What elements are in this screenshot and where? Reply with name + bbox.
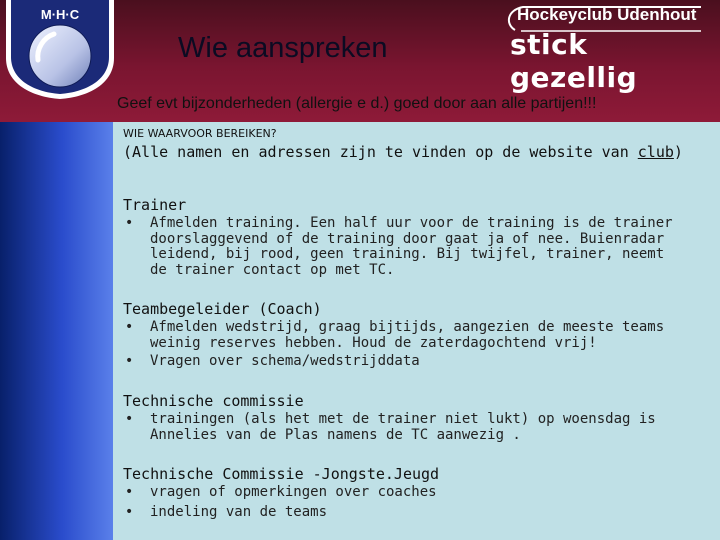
list-item-text: vragen of opmerkingen over coaches	[150, 484, 437, 500]
page-title: Wie aanspreken	[178, 32, 388, 64]
section-title-trainer: Trainer	[123, 196, 187, 214]
jongste-jeugd-list	[123, 485, 683, 520]
bullet-icon: •	[125, 484, 134, 500]
section-label: WIE WAARVOOR BEREIKEN?	[123, 127, 277, 140]
trainer-list	[123, 216, 683, 278]
club-name: Hockeyclub Udenhout	[517, 5, 697, 24]
intro-text	[123, 145, 683, 160]
teambegeleider-list	[123, 320, 683, 370]
intro-club-link[interactable]: club	[637, 143, 674, 161]
list-item-text: Afmelden training. Een half uur voor de training is de trainer doorslaggevend of de training door gaat ja of nee. Buienradar leidend, bij rood, geen training. Bij twijfel, trainer, neemt de trainer contact op met TC.	[150, 215, 673, 278]
left-blue-band	[0, 122, 113, 540]
list-item-text: indeling van de teams	[150, 503, 328, 520]
logo-text: M·H·C	[40, 7, 80, 22]
club-tagline: stick gezellig	[510, 28, 638, 94]
notice-text: Geef evt bijzonderheden (allergie e d.) goed door aan alle partijen!!!	[117, 95, 597, 112]
bullet-icon: •	[125, 411, 134, 427]
list-item	[123, 216, 683, 278]
list-item	[123, 485, 683, 501]
mhc-logo-icon	[2, 0, 118, 100]
list-item	[123, 412, 683, 443]
section-title-teambegeleider: Teambegeleider (Coach)	[123, 300, 322, 318]
technische-commissie-list	[123, 412, 683, 443]
intro-suffix: )	[673, 143, 683, 161]
bullet-icon: •	[125, 215, 134, 231]
bullet-icon: •	[125, 319, 134, 335]
intro-prefix: (Alle namen en adressen zijn te vinden op de website van	[123, 143, 638, 161]
section-title-technische-commissie: Technische commissie	[123, 392, 304, 410]
list-item	[123, 320, 683, 351]
list-item	[123, 354, 683, 370]
list-item-text: trainingen (als het met de trainer niet lukt) op woensdag is Annelies van de Plas namens de TC aanwezig .	[150, 411, 656, 443]
list-item-text: Vragen over schema/wedstrijddata	[150, 353, 420, 369]
list-item-text: Afmelden wedstrijd, graag bijtijds, aangezien de meeste teams weinig reserves hebben. Houd de zaterdagochtend vrij!	[150, 319, 665, 351]
list-item	[123, 505, 683, 521]
bullet-icon: •	[125, 353, 134, 369]
section-title-jongste-jeugd: Technische Commissie -Jongste.Jeugd	[123, 465, 440, 483]
bullet-icon: •	[125, 503, 134, 520]
